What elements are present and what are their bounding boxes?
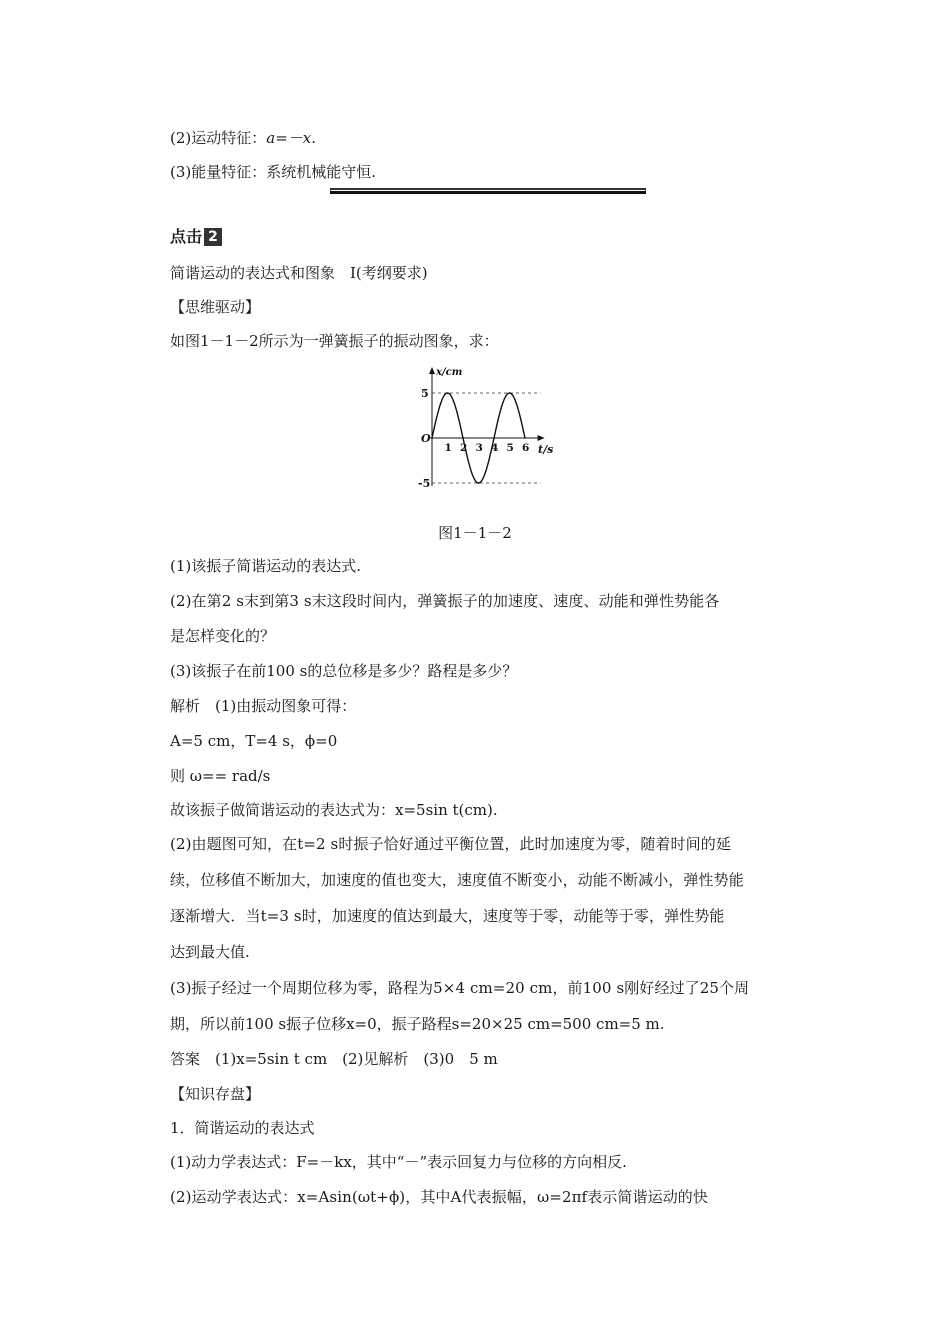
y-tick-label-neg5: -5 [418,477,431,490]
solution-line-4: 故该振子做简谐运动的表达式为：x=5sin t(cm). [170,801,498,819]
solution-line-5: (2)由题图可知，在t=2 s时振子恰好通过平衡位置，此时加速度为零，随着时间的延 [170,835,731,853]
thinking-heading: 【思维驱动】 [170,298,261,316]
dynamics-expression: (1)动力学表达式：F=－kx，其中“－”表示回复力与位移的方向相反. [170,1153,627,1171]
solution-line-7: 逐渐增大．当t=3 s时，加速度的值达到最大，速度等于零，动能等于零，弹性势能 [170,907,725,925]
x-axis-label: t/s [538,443,554,456]
x-tick-label-6: 6 [522,442,530,454]
data-point-1 [447,392,448,393]
data-point-5 [509,392,510,393]
section-label: 点击 [170,227,203,246]
solution-line-1: 解析 (1)由振动图象可得： [170,697,357,715]
knowledge-heading: 【知识存盘】 [170,1085,261,1103]
answer-line: 答案 (1)x=5sin t cm (2)见解析 (3)0 5 m [170,1050,498,1068]
y-axis-label: x/cm [436,367,463,378]
question-3: (3)该振子在前100 s的总位移是多少？路程是多少？ [170,662,518,680]
data-point-0 [431,437,432,438]
x-axis-arrow [538,435,545,441]
figure-caption: 图1－1－2 [438,524,512,542]
y-tick-label-5: 5 [421,387,429,400]
motion-feature-line [170,128,810,148]
data-point-2 [462,437,463,438]
origin-label: O [421,432,431,445]
x-tick-label-5: 5 [506,442,514,454]
question-2-line-2: 是怎样变化的？ [170,627,276,645]
solution-line-10: 期，所以前100 s振子位移x=0，振子路程s=20×25 cm=500 cm=5 m. [170,1015,665,1033]
solution-line-2: A=5 cm，T=4 s，ϕ=0 [170,732,338,750]
solution-line-3: 则 ω== rad/s [170,767,271,785]
section-divider-bar [330,188,646,194]
kinematics-expression: (2)运动学表达式：x=Asin(ωt+ϕ)，其中A代表振幅，ω=2πf表示简谐运动的快 [170,1188,709,1206]
section-heading [170,227,222,247]
energy-feature-line: (3)能量特征：系统机械能守恒. [170,163,377,181]
question-2-line-1: (2)在第2 s末到第3 s末这段时间内，弹簧振子的加速度、速度、动能和弹性势能各 [170,592,720,610]
solution-line-6: 续，位移值不断加大，加速度的值也变大，速度值不断变小，动能不断减小，弹性势能 [170,871,744,889]
question-1: (1)该振子简谐运动的表达式. [170,557,362,575]
y-axis-arrow [429,367,435,374]
data-point-6 [524,437,525,438]
x-tick-label-4: 4 [491,442,499,454]
solution-line-8: 达到最大值. [170,943,250,961]
x-tick-label-3: 3 [475,442,483,454]
vibration-graph [412,364,562,494]
solution-line-9: (3)振子经过一个周期位移为零，路程为5×4 cm=20 cm，前100 s刚好经过了25个周 [170,979,750,997]
section-number-badge: 2 [204,228,222,246]
problem-intro: 如图1－1－2所示为一弹簧振子的振动图象，求： [170,332,499,350]
motion-feature-formula: a=－x. [266,129,316,147]
data-point-4 [493,437,494,438]
x-tick-label-2: 2 [460,442,468,454]
section-title: 简谐运动的表达式和图象 Ⅰ(考纲要求) [170,264,428,282]
data-point-3 [478,482,479,483]
motion-feature-label: (2)运动特征： [170,129,267,147]
knowledge-item-1: 1．简谐运动的表达式 [170,1119,315,1137]
x-tick-label-1: 1 [444,442,452,454]
